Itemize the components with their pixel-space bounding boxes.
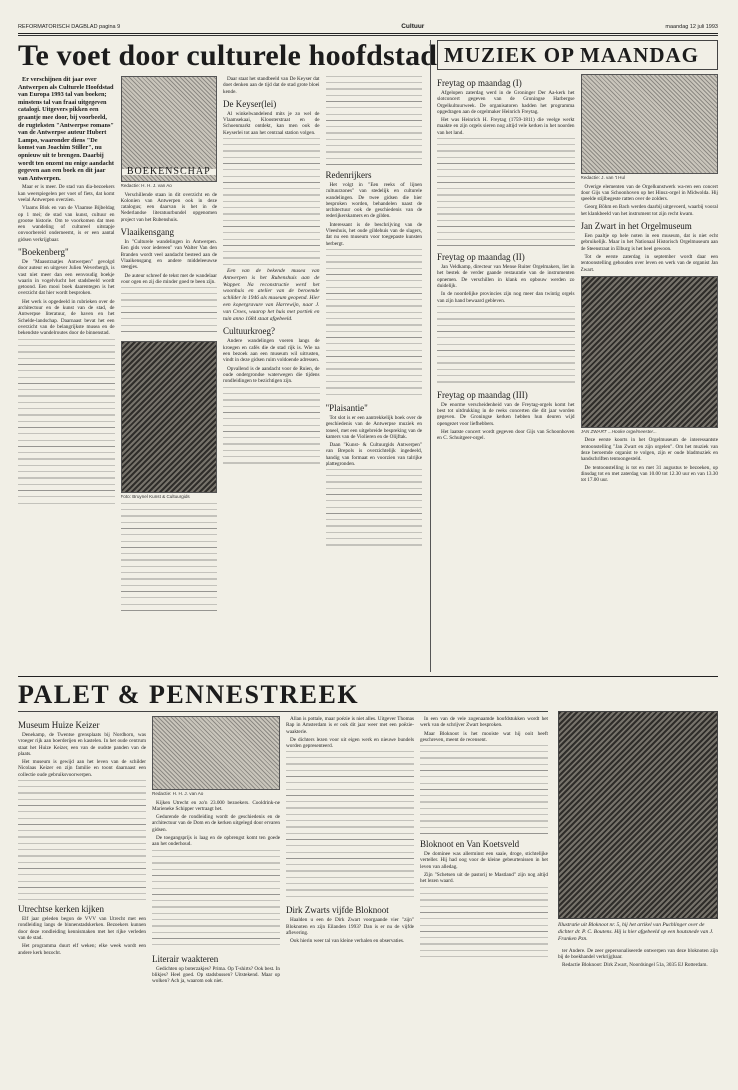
top-section bbox=[18, 40, 718, 672]
palet-section bbox=[18, 681, 548, 1065]
main-paragraph: Al winkelwandelend mits je zo wel de Vlaamsekaai, Kloosterstraat en de Schoenmarkt ontdekt, kan men ook de Keyserlei tot aan het centraal station volgen. bbox=[223, 110, 320, 136]
text-filler bbox=[420, 887, 548, 957]
masthead bbox=[18, 22, 718, 34]
subheading-utrechtse-kerken: Utrechtse kerken kijken bbox=[18, 904, 104, 915]
jan-zwart-caption: JAN ZWART ...Hooke orgelmeester... bbox=[580, 428, 657, 434]
palet-title: PALET & PENNESTREEK bbox=[18, 681, 548, 712]
muziek-paragraph: In de noordelijke provincies zijn nog meer dan twintig orgels van zijn hand bewaard gebleven. bbox=[437, 291, 575, 304]
palet-paragraph: Het museum is gewijd aan het leven van de schilder Nicolaas Keizer en zijn familie en toont daarnaast een collectie oude gebruiksvoorwerpen. bbox=[18, 759, 146, 778]
muziek-photo-caption: Redactie: J. van 't Hul bbox=[580, 175, 626, 180]
main-paragraph: Maar er is meer. De stad van dia-bezoekers kan weerspiegelen per voet of fiets, dat komt veelal Antwerpen overzien. bbox=[18, 184, 115, 203]
main-headline: Te voet door culturele hoofdstad bbox=[18, 39, 438, 72]
palet-paragraph: Gedurende de rondleiding wordt de geschiedenis en de architectuur van de Dom en de kerken uitgelegd door ervaren gidsen. bbox=[152, 814, 280, 833]
palet-paragraph: Allan is pottale, maar poézie is niet alles. Uitgever Thomas Rap in Amsterdam is er ook dit jaar weer met een poëzie-waakterie. bbox=[286, 716, 414, 735]
text-filler bbox=[420, 745, 548, 835]
boekenschap-image bbox=[121, 76, 218, 182]
muziek-paragraph: Het was Heinrich H. Freytag (1759-1811) die veelge werkt maakte en zijn orgels sieren nog altijd vele kerken in het noorden van het land. bbox=[437, 117, 575, 136]
subheading-huize-keizer: Museum Huize Keizer bbox=[18, 720, 100, 730]
text-filler bbox=[437, 306, 575, 386]
masthead-rule bbox=[18, 35, 718, 36]
newspaper-page bbox=[18, 22, 718, 1052]
rubenshuis-engraving bbox=[121, 341, 218, 493]
palet-col-2 bbox=[152, 716, 280, 1056]
subheading-boekenberg: "Boekenberg" bbox=[18, 246, 69, 257]
muziek-paragraph: Afgelopen zaterdag werd in de Groninger Der Aa-kerk het slotconcert gegeven van de Groningse Harbergse Orgelkultuurweek. De organisatoren hadden het programma opgedragen aan de orgelmaker Heinrich Freytag. bbox=[437, 90, 575, 115]
palet-paragraph: Gedichten op boterzakjes? Prima. Op T-shirts? Ook best. In blikjes? Heel goed. Op stadsbussen? Uitstekend. Maar op wolken? Ach ja, waarom ook niet. bbox=[152, 965, 280, 985]
muziek-col-2 bbox=[581, 74, 719, 664]
masthead-section: Cultuur bbox=[401, 23, 425, 30]
engraving-credit: Foto: Bruynel Kunst & Cultuurgids bbox=[120, 494, 190, 500]
main-paragraph: Opvallend is de aandacht voor de Ruien, de oude ondergrondse waterwegen die tijdens rondleidingen te bezichtigen zijn. bbox=[223, 365, 320, 385]
muziek-paragraph: Deze eerste koorts in het Orgelmuseum de interessantste tentoonstelling "Jan Zwart en zijn orgelen". Om het muziek van deze beroemde organist te volgen, zijn er oude bladmuziek en handschriften tentoongesteld. bbox=[580, 437, 718, 463]
muziek-section bbox=[430, 40, 718, 672]
masthead-date: maandag 12 juli 1993 bbox=[665, 23, 718, 30]
subheading-jan-zwart: Jan Zwart in het Orgelmuseum bbox=[580, 221, 692, 232]
text-filler bbox=[437, 138, 575, 248]
palet-paragraph: Denekamp, de Twentse grensplaats bij Nordhorn, was vroeger rijk aan boerderijen en kastelen. In het oude centrum staat het Huize Keizer, een van de oudste panden van de plaats. bbox=[18, 732, 146, 757]
palet-col-1 bbox=[18, 716, 146, 1056]
muziek-col-1 bbox=[437, 74, 575, 664]
muziek-columns bbox=[437, 74, 718, 664]
main-col-2 bbox=[121, 76, 218, 666]
subheading-freytag-3: Freytag op maandag (III) bbox=[437, 389, 528, 400]
subheading-redenrijkers: Redenrijkers bbox=[325, 170, 372, 180]
palet-paragraph: De dominee was allerminst een saaie, droge, stichtelijke verteller. Hij had oog voor de kleine gebeurtenissen in het leven van alledag. bbox=[420, 851, 548, 870]
subheading-freytag-2: Freytag op maandag (II) bbox=[437, 252, 525, 263]
palet-photo bbox=[152, 716, 280, 790]
muziek-paragraph: Overige elementen van de Orgelkunstwerk wa-ren een concert door Gijs van Schoonhoven op het Hinsz-orgel in Midwolda. Hij speelde stijlbegeste ratten over de zolders. bbox=[580, 183, 718, 203]
main-col-4 bbox=[326, 76, 423, 666]
rubenshuis-caption: Een van de bekende musea van Antwerpen is het Rubenshuis aan de Wapper. Na reconstructie werd het woonhuis en atelier van de beroemde schilder in 1946 als museum geopend. Hier een kopergravure van Harrewijn, naar J. van Croes, waarop het huis met portiek en tuin anno 1684 staat afgebeeld. bbox=[223, 268, 320, 322]
palet-paragraph: Zijn "Schetsen uit de pastorij te Mastland" zijn nog altijd het lezen waard. bbox=[420, 872, 548, 885]
main-paragraph: Daan "Kunst- & Cultuurgids Antwerpen" van Brepols is overzichtelijk ingedeeld, handig van formaat en voorzien van talrijke plattegronden. bbox=[325, 442, 422, 468]
muziek-paragraph: Een paaltje op hele noten in een museum, dat is niet echt gebruikelijk. Maar in het Nationaal Historisch Orgelmuseum aan de Steenstraat in Elburg is het heel gewoon. bbox=[580, 233, 718, 252]
main-paragraph: Het volgt in "Een reeks of lijnen cultuurzones" van stedelijk en culturele wandelingen. De twee gidsen die hier besproken worden, behandelen naast de architectuur ook de geschiedenis van de rederijkerskamers en de gilden. bbox=[325, 182, 422, 220]
muziek-paragraph: De enorme verscheidenheid van de Freytag-orgels komt het best tot uitdrukking in de reeks concerten die dit jaar worden gegeven. De Groningse kerken hebben hun deuren wijd opengezet voor liefhebbers. bbox=[437, 401, 575, 427]
bloknoot-text bbox=[558, 948, 718, 971]
subheading-de-keyser: De Keyser(lei) bbox=[223, 98, 277, 109]
main-article-columns bbox=[18, 76, 422, 666]
palet-paragraph: De toegangsprijs is laag en de opbrengst komt ten goede aan het onderhoud. bbox=[152, 835, 280, 848]
palet-col-4 bbox=[420, 716, 548, 1056]
muziek-paragraph: Georg Böhm en Bach werden daarbij uitgevoerd, waarbij vooral het klankbeeld van het instrument tot zijn recht kwam. bbox=[580, 204, 718, 217]
subheading-freytag-1: Freytag op maandag (I) bbox=[437, 78, 522, 88]
muziek-paragraph: De tentoonstelling is tot en met 31 augustus te bezoeken, op dinsdag tot en met zaterdag van 10.00 tot 12.30 uur en van 13.30 tot 17.00 uur. bbox=[580, 464, 718, 484]
main-paragraph: Het werk is opgedeeld in rubrieken over de architectuur en de kunst van de stad, de Antwerpse literatuur, de haven en het Schelde-landschap. Daarnaast bevat het een overzicht van de belangrijkste musea en de bekendste wandelroutes door de binnenstad. bbox=[18, 298, 115, 337]
palet-paragraph: Redactie Bloknoot: Dirk Zwart, Noordsingel 51a, 3035 EJ Rotterdam. bbox=[562, 962, 708, 969]
palet-paragraph: Ook hierin weer tal van kleine verhalen en observaties. bbox=[290, 938, 405, 945]
palet-paragraph: Haalden u een de Dirk Zwart voorgaande vier "zijn" Bloknoten en zijn Eilanden 1993? Dan is er nu de vijfde aflevering. bbox=[286, 917, 414, 937]
muziek-title: MUZIEK OP MAANDAG bbox=[437, 40, 718, 70]
text-filler bbox=[121, 503, 218, 613]
palet-col-3 bbox=[286, 716, 414, 1056]
subheading-van-koetsveld: Bloknoot en Van Koetsveld bbox=[420, 839, 520, 850]
main-article bbox=[18, 39, 438, 672]
bottom-section bbox=[18, 681, 718, 1065]
boutens-woodcut bbox=[558, 711, 718, 919]
text-filler bbox=[223, 138, 320, 268]
text-filler bbox=[286, 751, 414, 901]
jan-zwart-portrait bbox=[581, 276, 719, 428]
muziek-paragraph: Het laatste concert wordt gegeven door Gijs van Schoonhoven en C. Schuitgeer-orgel. bbox=[437, 429, 575, 442]
muziek-photo bbox=[581, 74, 719, 174]
palet-photo-caption: Redactie: H. H. J. van Ao bbox=[152, 791, 204, 796]
subheading-literair: Literair waakteren bbox=[152, 953, 219, 964]
boekenschap-title: BOEKENSCHAP bbox=[122, 169, 217, 175]
text-filler bbox=[18, 339, 115, 509]
boekenschap-caption: Redactie: H. H. J. van Ao bbox=[120, 183, 172, 188]
palet-columns bbox=[18, 716, 548, 1056]
main-paragraph: De auteur schreef de tekst met de wandelaar voor ogen en zij die minder goed te been zijn. bbox=[120, 272, 217, 285]
palet-paragraph: Elf jaar geleden begon de VVV van Utrecht met een rondleiding langs de binnenstadskerken. Bezoekers kunnen door deze rondleiding kennismaken met het rijke verleden van de stad. bbox=[18, 916, 146, 941]
main-paragraph: Andere wandelingen voeren langs de kroegen en cafés die de stad rijk is. Wie na een bezoek aan een museum wil uitrusten, vindt in deze gidsen ruim voldoende adressen. bbox=[223, 338, 320, 364]
text-filler bbox=[223, 387, 320, 467]
text-filler bbox=[152, 850, 280, 950]
subheading-dirk-zwart: Dirk Zwarts vijfde Bloknoot bbox=[286, 905, 389, 916]
palet-paragraph: Het programma duurt elf weken; elke week wordt een andere kerk bezocht. bbox=[18, 943, 146, 956]
palet-paragraph: In een van de vele zogenaamde hoofdstukken wordt het werk van de schrijver Zwart besproken. bbox=[420, 716, 548, 729]
section-rule bbox=[18, 676, 718, 677]
main-paragraph: De "Maasstraatjes Antwerpen" gevolgd door auteur en uitgever Julien Weverbergh, is vast niet meer dan een eenvoudig boekje waarin in vogelvlucht het stadsbeeld wordt getoond. Een mooi boek daarentegen is het overzicht dat hier wordt besproken. bbox=[18, 258, 115, 297]
text-filler bbox=[326, 249, 423, 399]
muziek-paragraph: Jan Veldkamp, directeur van Mense Ruiter Orgelmakers, liet in het bestek de verder gaande restauratie van de instrumenten opnemen. De verschillen in klank en opbouw werden zo duidelijk. bbox=[437, 264, 575, 289]
main-paragraph: Vlaams Blok en van de Vlaamse Bijbeldag op 1 mei; de stad van kunst, cultuur en grootse historie. Om te voorkomen dat men een wandeling of cultureel uitstapje onvoorbereid onderneemt, is er een aantal gidsen verkrijgbaar. bbox=[18, 205, 115, 243]
palet-paragraph: De dichters lezen voor uit eigen werk en nieuwe bundels worden gepresenteerd. bbox=[286, 736, 414, 750]
main-paragraph: Daar staat het standbeeld van De Keyser dat doet denken aan de tijd dat de stad grote bloei kende. bbox=[223, 76, 320, 95]
subheading-cultuurkroeg: Cultuurkroeg? bbox=[223, 326, 275, 337]
palet-paragraph: Kijken Utrecht en zo'n 23.000 bezoekers. Cooldrink-ne Marieneke Schipper vertraagt het. bbox=[152, 799, 280, 812]
text-filler bbox=[326, 469, 423, 549]
text-filler bbox=[121, 287, 218, 337]
main-paragraph: In "Culturele wandelingen in Antwerpen. Een gids voor iedereen" van Walter Van den Branden wordt veel aandacht besteed aan de Vlaaikensgang en andere middeleeuwse steegjes. bbox=[120, 239, 217, 271]
main-lead: Er verschijnen dit jaar over Antwerpen als Culturele Hoofdstad van Europa 1993 tal van boeken; minstens tal van fraai uitgegeven catalogi. Uitgevers pikken een graantje mee door, bij voorbeeld, de rugteksten "Antwerpse romans" van de Antwerpse auteur Hubert Lampo, waaronder diens "De komst van Joachim Stiller", nu opnieuw uit te brengen. Daarbij wordt ten onzent nu enige aandacht gegeven aan een boek en dit jaar van Antwerpen. bbox=[18, 76, 115, 182]
main-paragraph: Interessant is de beschrijving van de Vleeshuis, het oude gildehuis van de slagers, dat nu een museum voor toegepaste kunsten herbergt. bbox=[325, 221, 422, 247]
palet-paragraph: ter Andere. De zeer gepersonaliseerde ontwerpen van deze bloknoten zijn bij de boekhandel verkrijgbaar. bbox=[558, 947, 718, 961]
palet-paragraph: Maar Bloknoot is het mooiste wat hij ooit heeft geschreven, meent de recensent. bbox=[420, 730, 548, 743]
subheading-vlaaikensgang: Vlaaikensgang bbox=[120, 227, 174, 238]
text-filler bbox=[18, 780, 146, 900]
main-col-1 bbox=[18, 76, 115, 666]
main-paragraph: Verschillende staan in dit overzicht en de Kolonien van Antwerpen ook in deze catalogus; een daarvan is het in de Nederlandse literatuurbundel opgenomen project van het Rubenshuis. bbox=[120, 191, 217, 223]
text-filler bbox=[326, 76, 423, 166]
main-col-3 bbox=[223, 76, 320, 666]
woodcut-caption: Illustratie uit Bloknoot nr. 5, hij het artikel van Puchlinger over de dichter dr. P. C. Boutens. Hij is hier afgebeeld op een houtsnede van J. Franken Pzn. bbox=[558, 922, 714, 942]
subheading-plaisantie: "Plaisantie" bbox=[325, 402, 368, 413]
masthead-paper: REFORMATORISCH DAGBLAD pagina 9 bbox=[18, 23, 121, 30]
bloknoot-illustration-column bbox=[558, 681, 718, 1065]
main-paragraph: Tot slot is er een aantrekkelijk boek over de geschiedenis van de Antwerpse muziek en toneel, met een uitgebreide bespreking van de kamers van de Violieren en de Olijftak. bbox=[325, 414, 422, 440]
muziek-paragraph: Tot de eerste zaterdag in september wordt daar een tentoonstelling gehouden over leven en werk van de organist Jan Zwart. bbox=[580, 253, 718, 273]
